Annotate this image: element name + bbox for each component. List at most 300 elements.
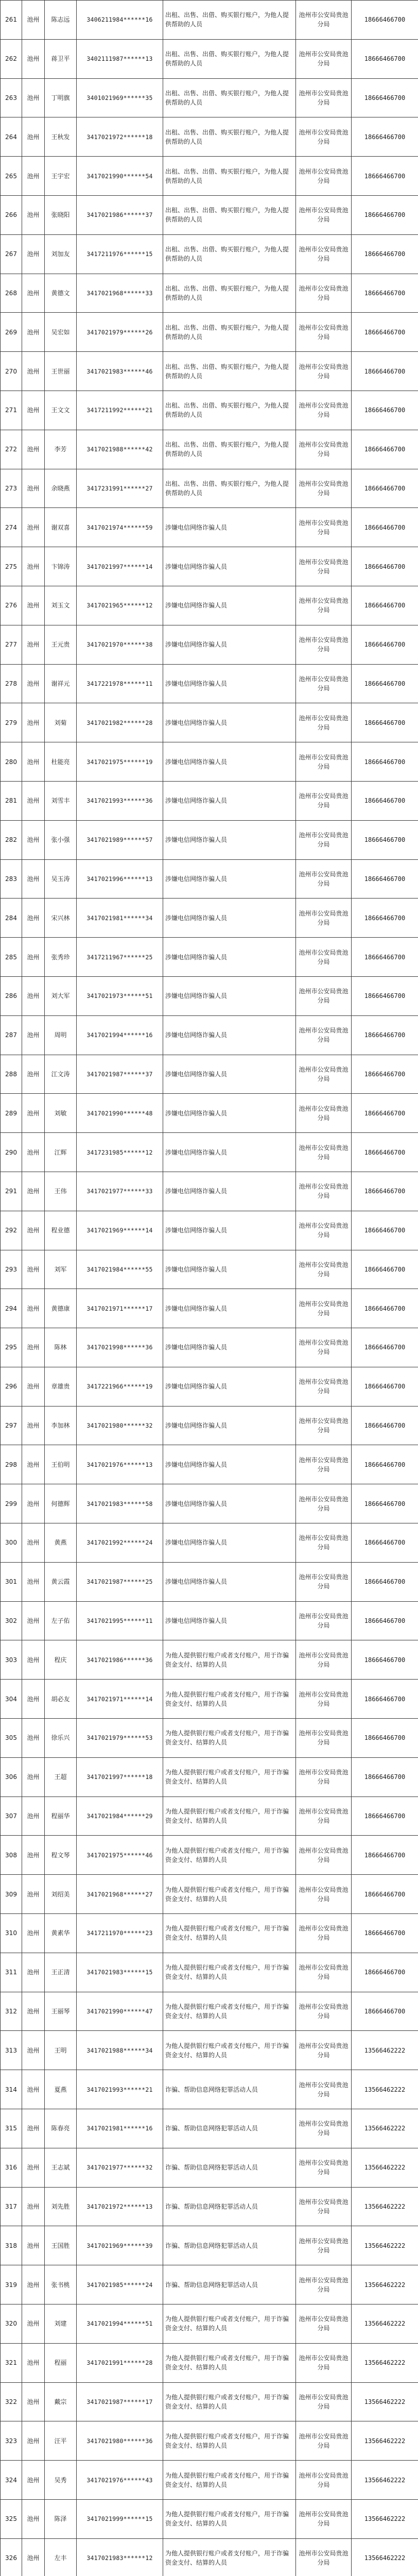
phone-cell: 18666466700	[352, 274, 418, 313]
phone-cell: 13566462222	[352, 2500, 418, 2539]
phone-cell: 18666466700	[352, 1953, 418, 1992]
region-cell: 池州	[22, 2304, 45, 2344]
row-number-cell: 323	[1, 2421, 22, 2461]
phone-cell: 13566462222	[352, 2031, 418, 2070]
office-cell: 池州市公安局贵池分局	[296, 469, 352, 508]
office-cell: 池州市公安局贵池分局	[296, 1211, 352, 1250]
table-row	[1, 508, 418, 547]
id-number-cell: 3417211976******15	[77, 234, 163, 274]
table-row	[1, 547, 418, 586]
row-number-cell: 267	[1, 234, 22, 274]
name-cell: 杜能亮	[45, 742, 77, 782]
name-cell: 王正清	[45, 1953, 77, 1992]
region-cell: 池州	[22, 703, 45, 742]
name-cell: 王元贵	[45, 625, 77, 664]
region-cell: 池州	[22, 1055, 45, 1094]
reason-cell: 为他人提供银行账户或者支付账户，用于诈骗资金支付、结算的人员	[163, 1719, 296, 1758]
name-cell: 江文涛	[45, 1055, 77, 1094]
region-cell: 池州	[22, 859, 45, 899]
row-number-cell: 280	[1, 742, 22, 782]
id-number-cell: 3417021983******12	[77, 2538, 163, 2576]
phone-cell: 18666466700	[352, 157, 418, 196]
id-number-cell: 3417021987******37	[77, 1055, 163, 1094]
id-number-cell: 3417021999******15	[77, 2500, 163, 2539]
table-row	[1, 1094, 418, 1133]
row-number-cell: 314	[1, 2070, 22, 2109]
region-cell: 池州	[22, 1445, 45, 1484]
name-cell: 章雄贵	[45, 1367, 77, 1406]
name-cell: 刘菊	[45, 703, 77, 742]
reason-cell: 涉嫌电信网络诈骗人员	[163, 1406, 296, 1445]
phone-cell: 18666466700	[352, 117, 418, 157]
id-number-cell: 3417221966******19	[77, 1367, 163, 1406]
phone-cell: 18666466700	[352, 664, 418, 703]
reason-cell: 涉嫌电信网络诈骗人员	[163, 976, 296, 1015]
office-cell: 池州市公安局贵池分局	[296, 352, 352, 391]
row-number-cell: 318	[1, 2226, 22, 2265]
row-number-cell: 272	[1, 430, 22, 469]
name-cell: 张书桃	[45, 2265, 77, 2304]
reason-cell: 为他人提供银行账户或者支付账户，用于诈骗资金支付、结算的人员	[163, 2500, 296, 2539]
region-cell: 池州	[22, 625, 45, 664]
phone-cell: 18666466700	[352, 1562, 418, 1601]
name-cell: 张小强	[45, 820, 77, 859]
table-row	[1, 1797, 418, 1836]
region-cell: 池州	[22, 1133, 45, 1172]
reason-cell: 为他人提供银行账户或者支付账户，用于诈骗资金支付、结算的人员	[163, 2421, 296, 2461]
id-number-cell: 3417021970******38	[77, 625, 163, 664]
table-row	[1, 664, 418, 703]
row-number-cell: 278	[1, 664, 22, 703]
office-cell: 池州市公安局贵池分局	[296, 586, 352, 625]
row-number-cell: 289	[1, 1094, 22, 1133]
table-row	[1, 1680, 418, 1719]
name-cell: 李加林	[45, 1406, 77, 1445]
phone-cell: 18666466700	[352, 938, 418, 977]
region-cell: 池州	[22, 274, 45, 313]
id-number-cell: 3417211970******23	[77, 1914, 163, 1953]
region-cell: 池州	[22, 820, 45, 859]
phone-cell: 18666466700	[352, 781, 418, 820]
phone-cell: 18666466700	[352, 1601, 418, 1640]
office-cell: 池州市公安局贵池分局	[296, 859, 352, 899]
region-cell: 池州	[22, 2461, 45, 2500]
region-cell: 池州	[22, 1172, 45, 1211]
name-cell: 黄德康	[45, 1289, 77, 1328]
office-cell: 池州市公安局贵池分局	[296, 1562, 352, 1601]
reason-cell: 涉嫌电信网络诈骗人员	[163, 1250, 296, 1289]
office-cell: 池州市公安局贵池分局	[296, 1523, 352, 1563]
row-number-cell: 300	[1, 1523, 22, 1563]
name-cell: 张秀珍	[45, 938, 77, 977]
row-number-cell: 281	[1, 781, 22, 820]
reason-cell: 诈骗、帮助信息网络犯罪活动人员	[163, 2226, 296, 2265]
row-number-cell: 308	[1, 1836, 22, 1875]
reason-cell: 出租、出售、出借、购买银行账户，为他人提供帮助的人员	[163, 391, 296, 430]
region-cell: 池州	[22, 1250, 45, 1289]
region-cell: 池州	[22, 1797, 45, 1836]
office-cell: 池州市公安局贵池分局	[296, 2421, 352, 2461]
id-number-cell: 3417021972******13	[77, 2187, 163, 2226]
name-cell: 陈春亮	[45, 2109, 77, 2148]
row-number-cell: 306	[1, 1757, 22, 1797]
phone-cell: 18666466700	[352, 313, 418, 352]
reason-cell: 涉嫌电信网络诈骗人员	[163, 1484, 296, 1523]
office-cell: 池州市公安局贵池分局	[296, 1328, 352, 1367]
office-cell: 池州市公安局贵池分局	[296, 938, 352, 977]
name-cell: 黄燕	[45, 1523, 77, 1563]
row-number-cell: 315	[1, 2109, 22, 2148]
reason-cell: 为他人提供银行账户或者支付账户，用于诈骗资金支付、结算的人员	[163, 1836, 296, 1875]
office-cell: 池州市公安局贵池分局	[296, 1797, 352, 1836]
phone-cell: 18666466700	[352, 1133, 418, 1172]
reason-cell: 诈骗、帮助信息网络犯罪活动人员	[163, 2187, 296, 2226]
name-cell: 王国胜	[45, 2226, 77, 2265]
phone-cell: 13566462222	[352, 2226, 418, 2265]
office-cell: 池州市公安局贵池分局	[296, 625, 352, 664]
table-row	[1, 899, 418, 938]
row-number-cell: 307	[1, 1797, 22, 1836]
region-cell: 池州	[22, 1, 45, 40]
table-row	[1, 976, 418, 1015]
row-number-cell: 273	[1, 469, 22, 508]
region-cell: 池州	[22, 157, 45, 196]
region-cell: 池州	[22, 1992, 45, 2031]
id-number-cell: 3417021994******51	[77, 2304, 163, 2344]
reason-cell: 出租、出售、出借、购买银行账户，为他人提供帮助的人员	[163, 39, 296, 78]
reason-cell: 涉嫌电信网络诈骗人员	[163, 1015, 296, 1055]
table-row	[1, 2343, 418, 2382]
table-row	[1, 1484, 418, 1523]
region-cell: 池州	[22, 78, 45, 117]
table-row	[1, 586, 418, 625]
phone-cell: 18666466700	[352, 547, 418, 586]
id-number-cell: 3417021996******13	[77, 859, 163, 899]
table-row	[1, 2421, 418, 2461]
row-number-cell: 279	[1, 703, 22, 742]
row-number-cell: 316	[1, 2148, 22, 2187]
reason-cell: 为他人提供银行账户或者支付账户，用于诈骗资金支付、结算的人员	[163, 1914, 296, 1953]
region-cell: 池州	[22, 2187, 45, 2226]
reason-cell: 涉嫌电信网络诈骗人员	[163, 938, 296, 977]
region-cell: 池州	[22, 2382, 45, 2421]
name-cell: 蒋卫平	[45, 39, 77, 78]
reason-cell: 为他人提供银行账户或者支付账户，用于诈骗资金支付、结算的人员	[163, 2304, 296, 2344]
phone-cell: 18666466700	[352, 1055, 418, 1094]
office-cell: 池州市公安局贵池分局	[296, 1289, 352, 1328]
id-number-cell: 3417021998******36	[77, 1328, 163, 1367]
row-number-cell: 263	[1, 78, 22, 117]
office-cell: 池州市公安局贵池分局	[296, 1953, 352, 1992]
table-row	[1, 1328, 418, 1367]
phone-cell: 18666466700	[352, 1719, 418, 1758]
row-number-cell: 296	[1, 1367, 22, 1406]
table-row	[1, 1367, 418, 1406]
region-cell: 池州	[22, 1875, 45, 1914]
name-cell: 程业德	[45, 1211, 77, 1250]
region-cell: 池州	[22, 352, 45, 391]
row-number-cell: 304	[1, 1680, 22, 1719]
region-cell: 池州	[22, 742, 45, 782]
table-row	[1, 313, 418, 352]
office-cell: 池州市公安局贵池分局	[296, 1719, 352, 1758]
phone-cell: 18666466700	[352, 352, 418, 391]
name-cell: 刘大军	[45, 976, 77, 1015]
phone-cell: 18666466700	[352, 508, 418, 547]
row-number-cell: 276	[1, 586, 22, 625]
id-number-cell: 3401021969******35	[77, 78, 163, 117]
id-number-cell: 3417021988******34	[77, 2031, 163, 2070]
reason-cell: 涉嫌电信网络诈骗人员	[163, 1367, 296, 1406]
name-cell: 戴宗	[45, 2382, 77, 2421]
office-cell: 池州市公安局贵池分局	[296, 195, 352, 234]
id-number-cell: 3417021979******53	[77, 1719, 163, 1758]
reason-cell: 为他人提供银行账户或者支付账户，用于诈骗资金支付、结算的人员	[163, 2382, 296, 2421]
table-row	[1, 1601, 418, 1640]
row-number-cell: 305	[1, 1719, 22, 1758]
region-cell: 池州	[22, 1328, 45, 1367]
row-number-cell: 301	[1, 1562, 22, 1601]
region-cell: 池州	[22, 2265, 45, 2304]
phone-cell: 18666466700	[352, 899, 418, 938]
office-cell: 池州市公安局贵池分局	[296, 2226, 352, 2265]
phone-cell: 13566462222	[352, 2148, 418, 2187]
id-number-cell: 3417021979******26	[77, 313, 163, 352]
name-cell: 张晓阳	[45, 195, 77, 234]
table-row	[1, 820, 418, 859]
id-number-cell: 3417021986******36	[77, 1640, 163, 1680]
id-number-cell: 3417021991******28	[77, 2343, 163, 2382]
region-cell: 池州	[22, 2421, 45, 2461]
table-row	[1, 781, 418, 820]
region-cell: 池州	[22, 1757, 45, 1797]
reason-cell: 涉嫌电信网络诈骗人员	[163, 820, 296, 859]
phone-cell: 18666466700	[352, 1094, 418, 1133]
office-cell: 池州市公安局贵池分局	[296, 2343, 352, 2382]
region-cell: 池州	[22, 2226, 45, 2265]
name-cell: 刘加友	[45, 234, 77, 274]
region-cell: 池州	[22, 1015, 45, 1055]
row-number-cell: 310	[1, 1914, 22, 1953]
region-cell: 池州	[22, 1094, 45, 1133]
reason-cell: 出租、出售、出借、购买银行账户，为他人提供帮助的人员	[163, 1, 296, 40]
phone-cell: 18666466700	[352, 1797, 418, 1836]
row-number-cell: 287	[1, 1015, 22, 1055]
phone-cell: 18666466700	[352, 1523, 418, 1563]
name-cell: 胡必友	[45, 1680, 77, 1719]
office-cell: 池州市公安局贵池分局	[296, 1914, 352, 1953]
id-number-cell: 3417021988******42	[77, 430, 163, 469]
office-cell: 池州市公安局贵池分局	[296, 1406, 352, 1445]
id-number-cell: 3417021990******47	[77, 1992, 163, 2031]
table-row	[1, 274, 418, 313]
table-row	[1, 1406, 418, 1445]
table-row	[1, 2461, 418, 2500]
row-number-cell: 322	[1, 2382, 22, 2421]
region-cell: 池州	[22, 938, 45, 977]
reason-cell: 出租、出售、出借、购买银行账户，为他人提供帮助的人员	[163, 195, 296, 234]
name-cell: 刘绍美	[45, 1875, 77, 1914]
reason-cell: 涉嫌电信网络诈骗人员	[163, 547, 296, 586]
office-cell: 池州市公安局贵池分局	[296, 2109, 352, 2148]
region-cell: 池州	[22, 1406, 45, 1445]
reason-cell: 为他人提供银行账户或者支付账户，用于诈骗资金支付、结算的人员	[163, 1757, 296, 1797]
office-cell: 池州市公安局贵池分局	[296, 2538, 352, 2576]
phone-cell: 18666466700	[352, 1250, 418, 1289]
office-cell: 池州市公安局贵池分局	[296, 547, 352, 586]
office-cell: 池州市公安局贵池分局	[296, 1680, 352, 1719]
office-cell: 池州市公安局贵池分局	[296, 274, 352, 313]
office-cell: 池州市公安局贵池分局	[296, 742, 352, 782]
phone-cell: 18666466700	[352, 586, 418, 625]
id-number-cell: 3417021990******48	[77, 1094, 163, 1133]
row-number-cell: 283	[1, 859, 22, 899]
reason-cell: 涉嫌电信网络诈骗人员	[163, 1445, 296, 1484]
region-cell: 池州	[22, 1640, 45, 1680]
reason-cell: 涉嫌电信网络诈骗人员	[163, 1133, 296, 1172]
table-row	[1, 1640, 418, 1680]
id-number-cell: 3417021974******59	[77, 508, 163, 547]
id-number-cell: 3417211967******25	[77, 938, 163, 977]
id-number-cell: 3417021987******25	[77, 1562, 163, 1601]
phone-cell: 18666466700	[352, 742, 418, 782]
office-cell: 池州市公安局贵池分局	[296, 1172, 352, 1211]
reason-cell: 诈骗、帮助信息网络犯罪活动人员	[163, 2265, 296, 2304]
office-cell: 池州市公安局贵池分局	[296, 1, 352, 40]
name-cell: 刘先胜	[45, 2187, 77, 2226]
reason-cell: 涉嫌电信网络诈骗人员	[163, 508, 296, 547]
id-number-cell: 3417021977******32	[77, 2148, 163, 2187]
row-number-cell: 291	[1, 1172, 22, 1211]
name-cell: 何德辉	[45, 1484, 77, 1523]
name-cell: 卞锦涛	[45, 547, 77, 586]
row-number-cell: 317	[1, 2187, 22, 2226]
table-row	[1, 1, 418, 40]
name-cell: 谢双喜	[45, 508, 77, 547]
id-number-cell: 3417021997******14	[77, 547, 163, 586]
table-row	[1, 1211, 418, 1250]
reason-cell: 涉嫌电信网络诈骗人员	[163, 1094, 296, 1133]
row-number-cell: 261	[1, 1, 22, 40]
phone-cell: 18666466700	[352, 1328, 418, 1367]
table-row	[1, 352, 418, 391]
id-number-cell: 3417021990******54	[77, 157, 163, 196]
reason-cell: 为他人提供银行账户或者支付账户，用于诈骗资金支付、结算的人员	[163, 2031, 296, 2070]
region-cell: 池州	[22, 1211, 45, 1250]
phone-cell: 13566462222	[352, 2461, 418, 2500]
region-cell: 池州	[22, 1836, 45, 1875]
id-number-cell: 3417021980******36	[77, 2421, 163, 2461]
region-cell: 池州	[22, 1953, 45, 1992]
row-number-cell: 298	[1, 1445, 22, 1484]
reason-cell: 为他人提供银行账户或者支付账户，用于诈骗资金支付、结算的人员	[163, 2343, 296, 2382]
table-row	[1, 1015, 418, 1055]
name-cell: 王秋发	[45, 117, 77, 157]
office-cell: 池州市公安局贵池分局	[296, 1015, 352, 1055]
reason-cell: 为他人提供银行账户或者支付账户，用于诈骗资金支付、结算的人员	[163, 1640, 296, 1680]
name-cell: 陈林	[45, 1328, 77, 1367]
id-number-cell: 3417021973******51	[77, 976, 163, 1015]
reason-cell: 涉嫌电信网络诈骗人员	[163, 1211, 296, 1250]
reason-cell: 涉嫌电信网络诈骗人员	[163, 1601, 296, 1640]
row-number-cell: 290	[1, 1133, 22, 1172]
table-row	[1, 1757, 418, 1797]
name-cell: 李芳	[45, 430, 77, 469]
office-cell: 池州市公安局贵池分局	[296, 1640, 352, 1680]
name-cell: 王明	[45, 2031, 77, 2070]
name-cell: 黄德文	[45, 274, 77, 313]
name-cell: 周明	[45, 1015, 77, 1055]
reason-cell: 涉嫌电信网络诈骗人员	[163, 703, 296, 742]
table-row	[1, 703, 418, 742]
phone-cell: 13566462222	[352, 2382, 418, 2421]
phone-cell: 18666466700	[352, 1680, 418, 1719]
region-cell: 池州	[22, 313, 45, 352]
table-row	[1, 1523, 418, 1563]
name-cell: 左子佑	[45, 1601, 77, 1640]
office-cell: 池州市公安局贵池分局	[296, 2070, 352, 2109]
table-row	[1, 625, 418, 664]
row-number-cell: 325	[1, 2500, 22, 2539]
region-cell: 池州	[22, 1601, 45, 1640]
phone-cell: 18666466700	[352, 1992, 418, 2031]
row-number-cell: 265	[1, 157, 22, 196]
id-number-cell: 3417021971******17	[77, 1289, 163, 1328]
reason-cell: 为他人提供银行账户或者支付账户，用于诈骗资金支付、结算的人员	[163, 2461, 296, 2500]
office-cell: 池州市公安局贵池分局	[296, 39, 352, 78]
id-number-cell: 3417021980******32	[77, 1406, 163, 1445]
row-number-cell: 324	[1, 2461, 22, 2500]
phone-cell: 18666466700	[352, 430, 418, 469]
region-cell: 池州	[22, 2538, 45, 2576]
id-number-cell: 3417021976******43	[77, 2461, 163, 2500]
table-row	[1, 2148, 418, 2187]
phone-cell: 18666466700	[352, 1875, 418, 1914]
id-number-cell: 3417021984******55	[77, 1250, 163, 1289]
table-row	[1, 117, 418, 157]
name-cell: 程文琴	[45, 1836, 77, 1875]
table-row	[1, 195, 418, 234]
region-cell: 池州	[22, 430, 45, 469]
id-number-cell: 3417021975******19	[77, 742, 163, 782]
office-cell: 池州市公安局贵池分局	[296, 1133, 352, 1172]
region-cell: 池州	[22, 781, 45, 820]
table-row	[1, 2031, 418, 2070]
table-row	[1, 1992, 418, 2031]
name-cell: 程丽	[45, 2343, 77, 2382]
region-cell: 池州	[22, 39, 45, 78]
phone-cell: 18666466700	[352, 1914, 418, 1953]
reason-cell: 出租、出售、出借、购买银行账户，为他人提供帮助的人员	[163, 352, 296, 391]
table-row	[1, 39, 418, 78]
phone-cell: 18666466700	[352, 1445, 418, 1484]
phone-cell: 13566462222	[352, 2538, 418, 2576]
id-number-cell: 3406211984******16	[77, 1, 163, 40]
reason-cell: 诈骗、帮助信息网络犯罪活动人员	[163, 2070, 296, 2109]
region-cell: 池州	[22, 1484, 45, 1523]
office-cell: 池州市公安局贵池分局	[296, 2304, 352, 2344]
office-cell: 池州市公安局贵池分局	[296, 1836, 352, 1875]
name-cell: 刘军	[45, 1250, 77, 1289]
office-cell: 池州市公安局贵池分局	[296, 157, 352, 196]
name-cell: 陈泽	[45, 2500, 77, 2539]
id-number-cell: 3417021986******37	[77, 195, 163, 234]
reason-cell: 涉嫌电信网络诈骗人员	[163, 742, 296, 782]
id-number-cell: 3417231991******27	[77, 469, 163, 508]
name-cell: 王丽琴	[45, 1992, 77, 2031]
id-number-cell: 3417021987******17	[77, 2382, 163, 2421]
reason-cell: 为他人提供银行账户或者支付账户，用于诈骗资金支付、结算的人员	[163, 1992, 296, 2031]
